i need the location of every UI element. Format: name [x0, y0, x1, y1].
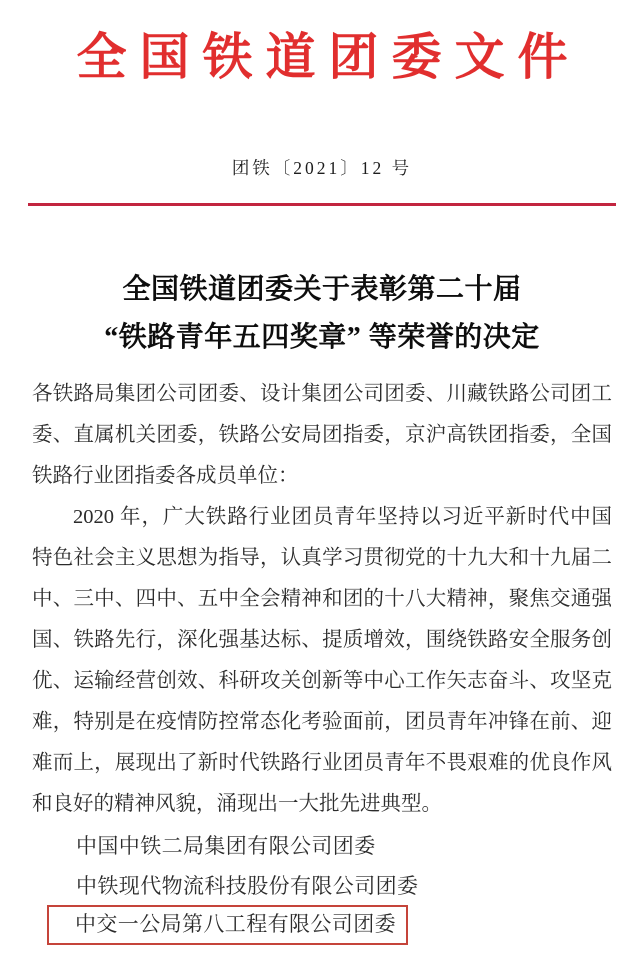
red-divider-rule — [28, 203, 616, 206]
salutation-line: 各铁路局集团公司团委、设计集团公司团委、川藏铁路公司团工 — [32, 383, 612, 405]
salutation-line: 委、直属机关团委，铁路公安局团指委，京沪高铁团指委，全国 — [32, 424, 612, 446]
document-title-line2: “铁路青年五四奖章” 等荣誉的决定 — [104, 322, 540, 353]
body-paragraph-line: 和良好的精神风貌，涌现出一大批先进典型。 — [32, 793, 442, 815]
honor-list-item — [32, 865, 644, 905]
red-highlight-box: 中交一公局第八工程有限公司团委 — [47, 905, 408, 945]
body-paragraph-line: 难，特别是在疫情防控常态化考验面前，团员青年冲锋在前、迎 — [32, 711, 612, 733]
body-paragraph-line: 中、三中、四中、五中全会精神和团的十八大精神，聚焦交通强 — [32, 588, 612, 610]
document-number: 团铁〔2021〕12 号 — [231, 158, 413, 178]
document-body — [32, 374, 612, 825]
honor-list-item-label: 中国中铁二局集团有限公司团委 — [76, 834, 376, 858]
honor-list — [32, 825, 644, 945]
masthead-title: 全国铁道团委文件 — [76, 29, 581, 85]
honor-list-item-label: 中铁现代物流科技股份有限公司团委 — [76, 874, 419, 898]
document-title-line1: 全国铁道团委关于表彰第二十届 — [122, 274, 522, 305]
body-paragraph-line: 特色社会主义思想为指导，认真学习贯彻党的十九大和十九届二 — [32, 547, 612, 569]
honor-list-item — [32, 825, 644, 865]
body-paragraph-line: 难而上，展现出了新时代铁路行业团员青年不畏艰难的优良作风 — [32, 752, 612, 774]
body-paragraph-line: 2020 年，广大铁路行业团员青年坚持以习近平新时代中国 — [73, 506, 612, 528]
body-paragraph-line: 优、运输经营创效、科研攻关创新等中心工作矢志奋斗、攻坚克 — [32, 670, 612, 692]
honor-list-item-highlighted — [32, 905, 644, 945]
salutation-line: 铁路行业团指委各成员单位： — [32, 465, 299, 487]
document-title — [0, 266, 644, 362]
body-paragraph-line: 国、铁路先行，深化强基达标、提质增效，围绕铁路安全服务创 — [32, 629, 612, 651]
